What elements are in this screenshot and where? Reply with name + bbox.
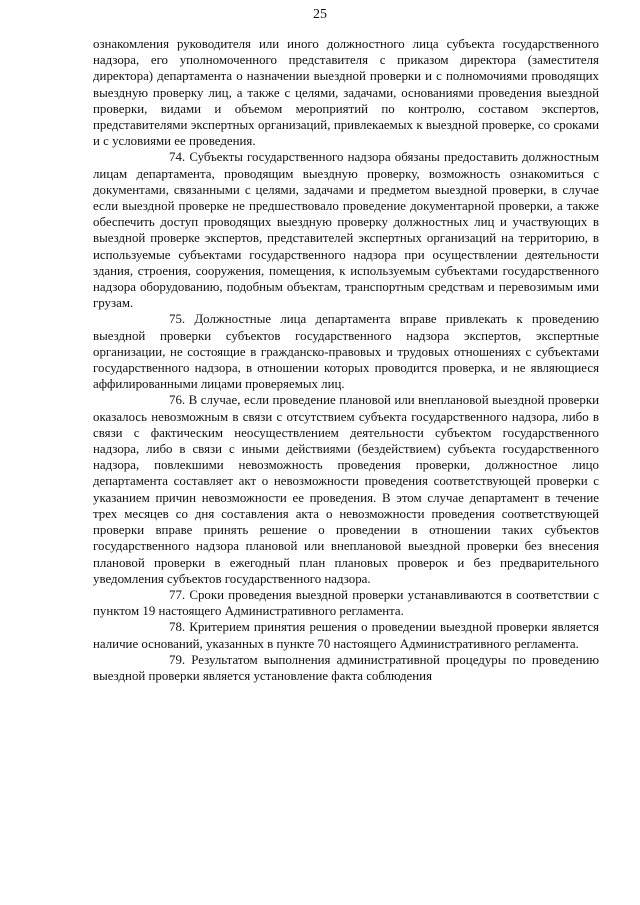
paragraph-text: ознакомления руководителя или иного должностного лица субъекта государственного надзора, его уполномоченного представителя с приказом директора (заместителя директора) департамента о назначении выездной проверки и с полномочиями проводящих выездную проверку лиц, а также с целями, задачами, основаниями проведения выездной проверки, видами и объемом мероприятий по контролю, составом экспертов, представителями экспертных организаций, привлекаемых к выездной проверке, со сроками и с условиями ее проведения. bbox=[93, 37, 599, 149]
page-number: 25 bbox=[313, 7, 327, 22]
paragraph-number: 74. bbox=[169, 150, 186, 165]
paragraph-text: Результатом выполнения административной процедуры по проведению выездной проверки является установление факта соблюдения bbox=[93, 652, 599, 683]
paragraph-number: 78. bbox=[169, 620, 186, 635]
paragraph-text: Критерием принятия решения о проведении выездной проверки является наличие оснований, указанных в пункте 70 настоящего Административного регламента. bbox=[93, 620, 599, 651]
paragraph-text: Должностные лица департамента вправе привлекать к проведению выездной проверки субъектов государственного надзора экспертов, экспертные организации, не состоящие в гражданско-правовых и трудовых отношениях с субъектами государственного надзора, в отношении которых проводится проверка, и не являющиеся аффилированными лицами проверяемых лиц. bbox=[93, 312, 599, 392]
paragraph-text: Субъекты государственного надзора обязаны предоставить должностным лицам департамента, проводящим выездную проверку, возможность ознакомиться с документами, связанными с целями, задачами и предметом выездной проверки, в случае если выездной проверке не предшествовало проведение документарной проверки, а также обеспечить доступ проводящих выездную проверку должностных лиц и участвующих в выездной проверке экспертов, представителей экспертных организаций на территорию, в используемые субъектами государственного надзора при осуществлении деятельности здания, строения, сооружения, помещения, к используемым субъектами государственного надзора оборудованию, подобным объектам, транспортным средствам и перевозимым ими грузам. bbox=[93, 150, 599, 311]
paragraph-number: 77. bbox=[169, 587, 186, 602]
paragraph-number: 75. bbox=[169, 312, 186, 327]
paragraph-78 bbox=[93, 619, 599, 651]
paragraph-continuation bbox=[93, 36, 599, 149]
paragraph-text: В случае, если проведение плановой или внеплановой выездной проверки оказалось невозможным в связи с отсутствием субъекта государственного надзора, либо в связи с фактическим неосуществлением деятельности субъектом государственного надзора, либо в связи с иными действиями (бездействием) субъекта государственного надзора, повлекшими невозможность проведения проверки, должностное лицо департамента составляет акт о невозможности проведения соответствующей проверки с указанием причин невозможности ее проведения. В этом случае департамент в течение трех месяцев со дня составления акта о невозможности проведения соответствующей проверки вправе принять решение о проведении в отношении таких субъектов государственного надзора плановой или внеплановой выездной проверки без внесения плановой проверки в ежегодный план плановых проверок и без предварительного уведомления субъектов государственного надзора. bbox=[93, 393, 599, 586]
paragraph-77 bbox=[93, 587, 599, 619]
paragraph-number: 76. bbox=[169, 393, 186, 408]
paragraph-76 bbox=[93, 392, 599, 586]
paragraph-74 bbox=[93, 149, 599, 311]
document-body bbox=[93, 36, 599, 684]
paragraph-75 bbox=[93, 311, 599, 392]
paragraph-text: Сроки проведения выездной проверки устанавливаются в соответствии с пунктом 19 настоящего Административного регламента. bbox=[93, 587, 599, 619]
paragraph-number: 79. bbox=[169, 652, 186, 667]
paragraph-79 bbox=[93, 652, 599, 684]
